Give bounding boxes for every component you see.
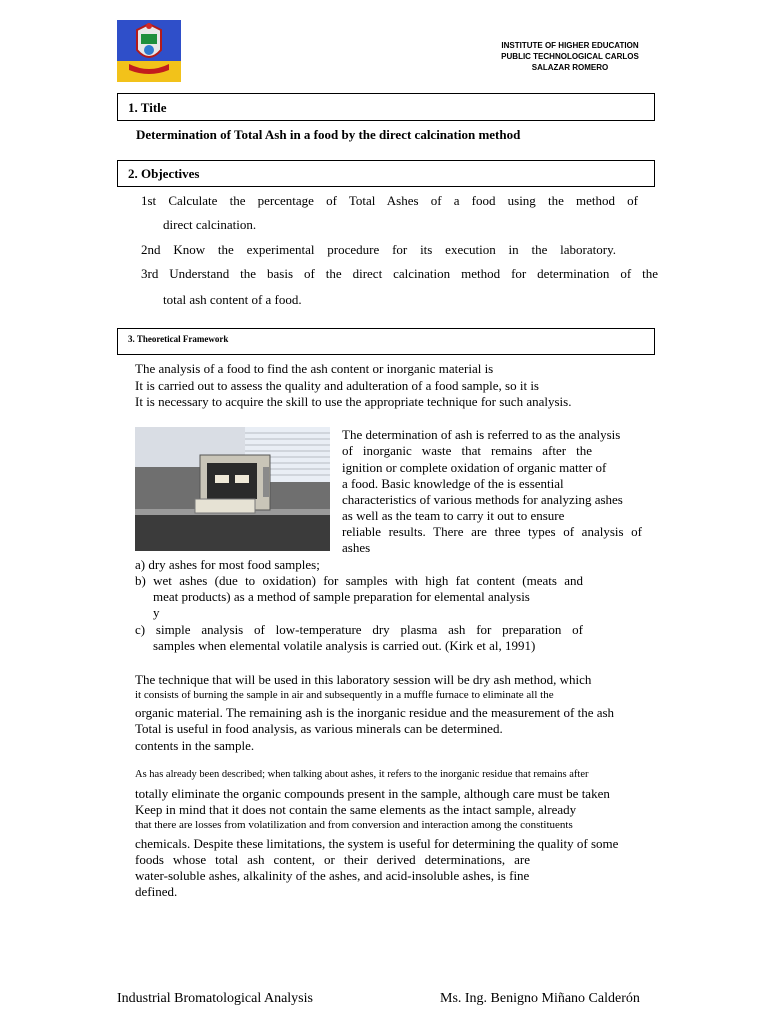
paragraph-line: as well as the team to carry it out to ensure	[342, 508, 565, 523]
paragraph-line: a food. Basic knowledge of the is essential	[342, 476, 564, 491]
section-heading: 3. Theoretical Framework	[128, 334, 229, 344]
paragraph-line: of inorganic waste that remains after the	[342, 443, 592, 458]
paragraph-line: It is necessary to acquire the skill to use the appropriate technique for such analysis.	[135, 394, 572, 409]
paragraph-line: organic material. The remaining ash is the inorganic residue and the measurement of the ash	[135, 705, 615, 720]
paragraph-line: As has already been described; when talking about ashes, it refers to the inorganic residue that remains after	[135, 769, 589, 780]
objective-line: 2nd Know the experimental procedure for its execution in the laboratory.	[141, 242, 616, 257]
paragraph-line: contents in the sample.	[135, 738, 255, 753]
footer-author-name: Ms. Ing. Benigno Miñano Calderón	[440, 991, 640, 1006]
list-item: b) wet ashes (due to oxidation) for samples with high fat content (meats and	[135, 573, 583, 588]
paragraph-line: reliable results. There are three types of analysis of	[342, 524, 642, 539]
institution-line: PUBLIC TECHNOLOGICAL CARLOS	[501, 52, 639, 61]
institution-line: INSTITUTE OF HIGHER EDUCATION	[501, 41, 639, 50]
paragraph-line: it consists of burning the sample in air and subsequently in a muffle furnace to eliminate all the	[135, 689, 554, 701]
objective-line: total ash content of a food.	[163, 292, 302, 307]
objective-line: 3rd Understand the basis of the direct calcination method for determination of the	[141, 266, 658, 281]
paragraph-line: The technique that will be used in this laboratory session will be dry ash method, which	[135, 672, 592, 687]
list-item: c) simple analysis of low-temperature dry plasma ash for preparation of	[135, 622, 583, 637]
paragraph-line: totally eliminate the organic compounds present in the sample, although care must be taken	[135, 786, 610, 801]
paragraph-line: defined.	[135, 884, 178, 899]
objective-line: direct calcination.	[163, 217, 257, 232]
section-heading: 2. Objectives	[128, 166, 200, 181]
paragraph-line: foods whose total ash content, or their derived determinations, are	[135, 852, 530, 867]
paragraph-line: Keep in mind that it does not contain the same elements as the intact sample, already	[135, 802, 577, 817]
paragraph-line: ignition or complete oxidation of organic matter of	[342, 460, 607, 475]
paragraph-line: Total is useful in food analysis, as various minerals can be determined.	[135, 721, 503, 736]
paragraph-line: that there are losses from volatilization and from conversion and interaction among the constituents	[135, 819, 573, 831]
institution-line: SALAZAR ROMERO	[531, 63, 609, 72]
section-objectives-box	[117, 160, 655, 187]
objective-line: 1st Calculate the percentage of Total Ashes of a food using the method of	[141, 193, 638, 208]
section-framework-box	[117, 328, 655, 355]
section-heading: 1. Title	[128, 100, 167, 115]
document-title: Determination of Total Ash in a food by the direct calcination method	[136, 127, 521, 142]
paragraph-line: The determination of ash is referred to as the analysis	[342, 427, 621, 442]
paragraph-line: characteristics of various methods for analyzing ashes	[342, 492, 623, 507]
list-item: a) dry ashes for most food samples;	[135, 557, 320, 572]
list-item: y	[153, 605, 160, 620]
paragraph-line: It is carried out to assess the quality and adulteration of a food sample, so it is	[135, 378, 539, 393]
list-item: meat products) as a method of sample preparation for elemental analysis	[153, 589, 530, 604]
list-item: samples when elemental volatile analysis is carried out. (Kirk et al, 1991)	[153, 638, 536, 653]
institution-name	[470, 40, 670, 73]
paragraph-line: The analysis of a food to find the ash content or inorganic material is	[135, 361, 494, 376]
paragraph-line: water-soluble ashes, alkalinity of the ashes, and acid-insoluble ashes, is fine	[135, 868, 530, 883]
institution-crest-icon	[117, 20, 181, 82]
section-title-box	[117, 93, 655, 121]
paragraph-line: chemicals. Despite these limitations, the system is useful for determining the quality of some	[135, 836, 619, 851]
footer-course-name: Industrial Bromatological Analysis	[117, 991, 313, 1006]
paragraph-line: ashes	[342, 540, 371, 555]
muffle-furnace-photo	[135, 427, 330, 551]
